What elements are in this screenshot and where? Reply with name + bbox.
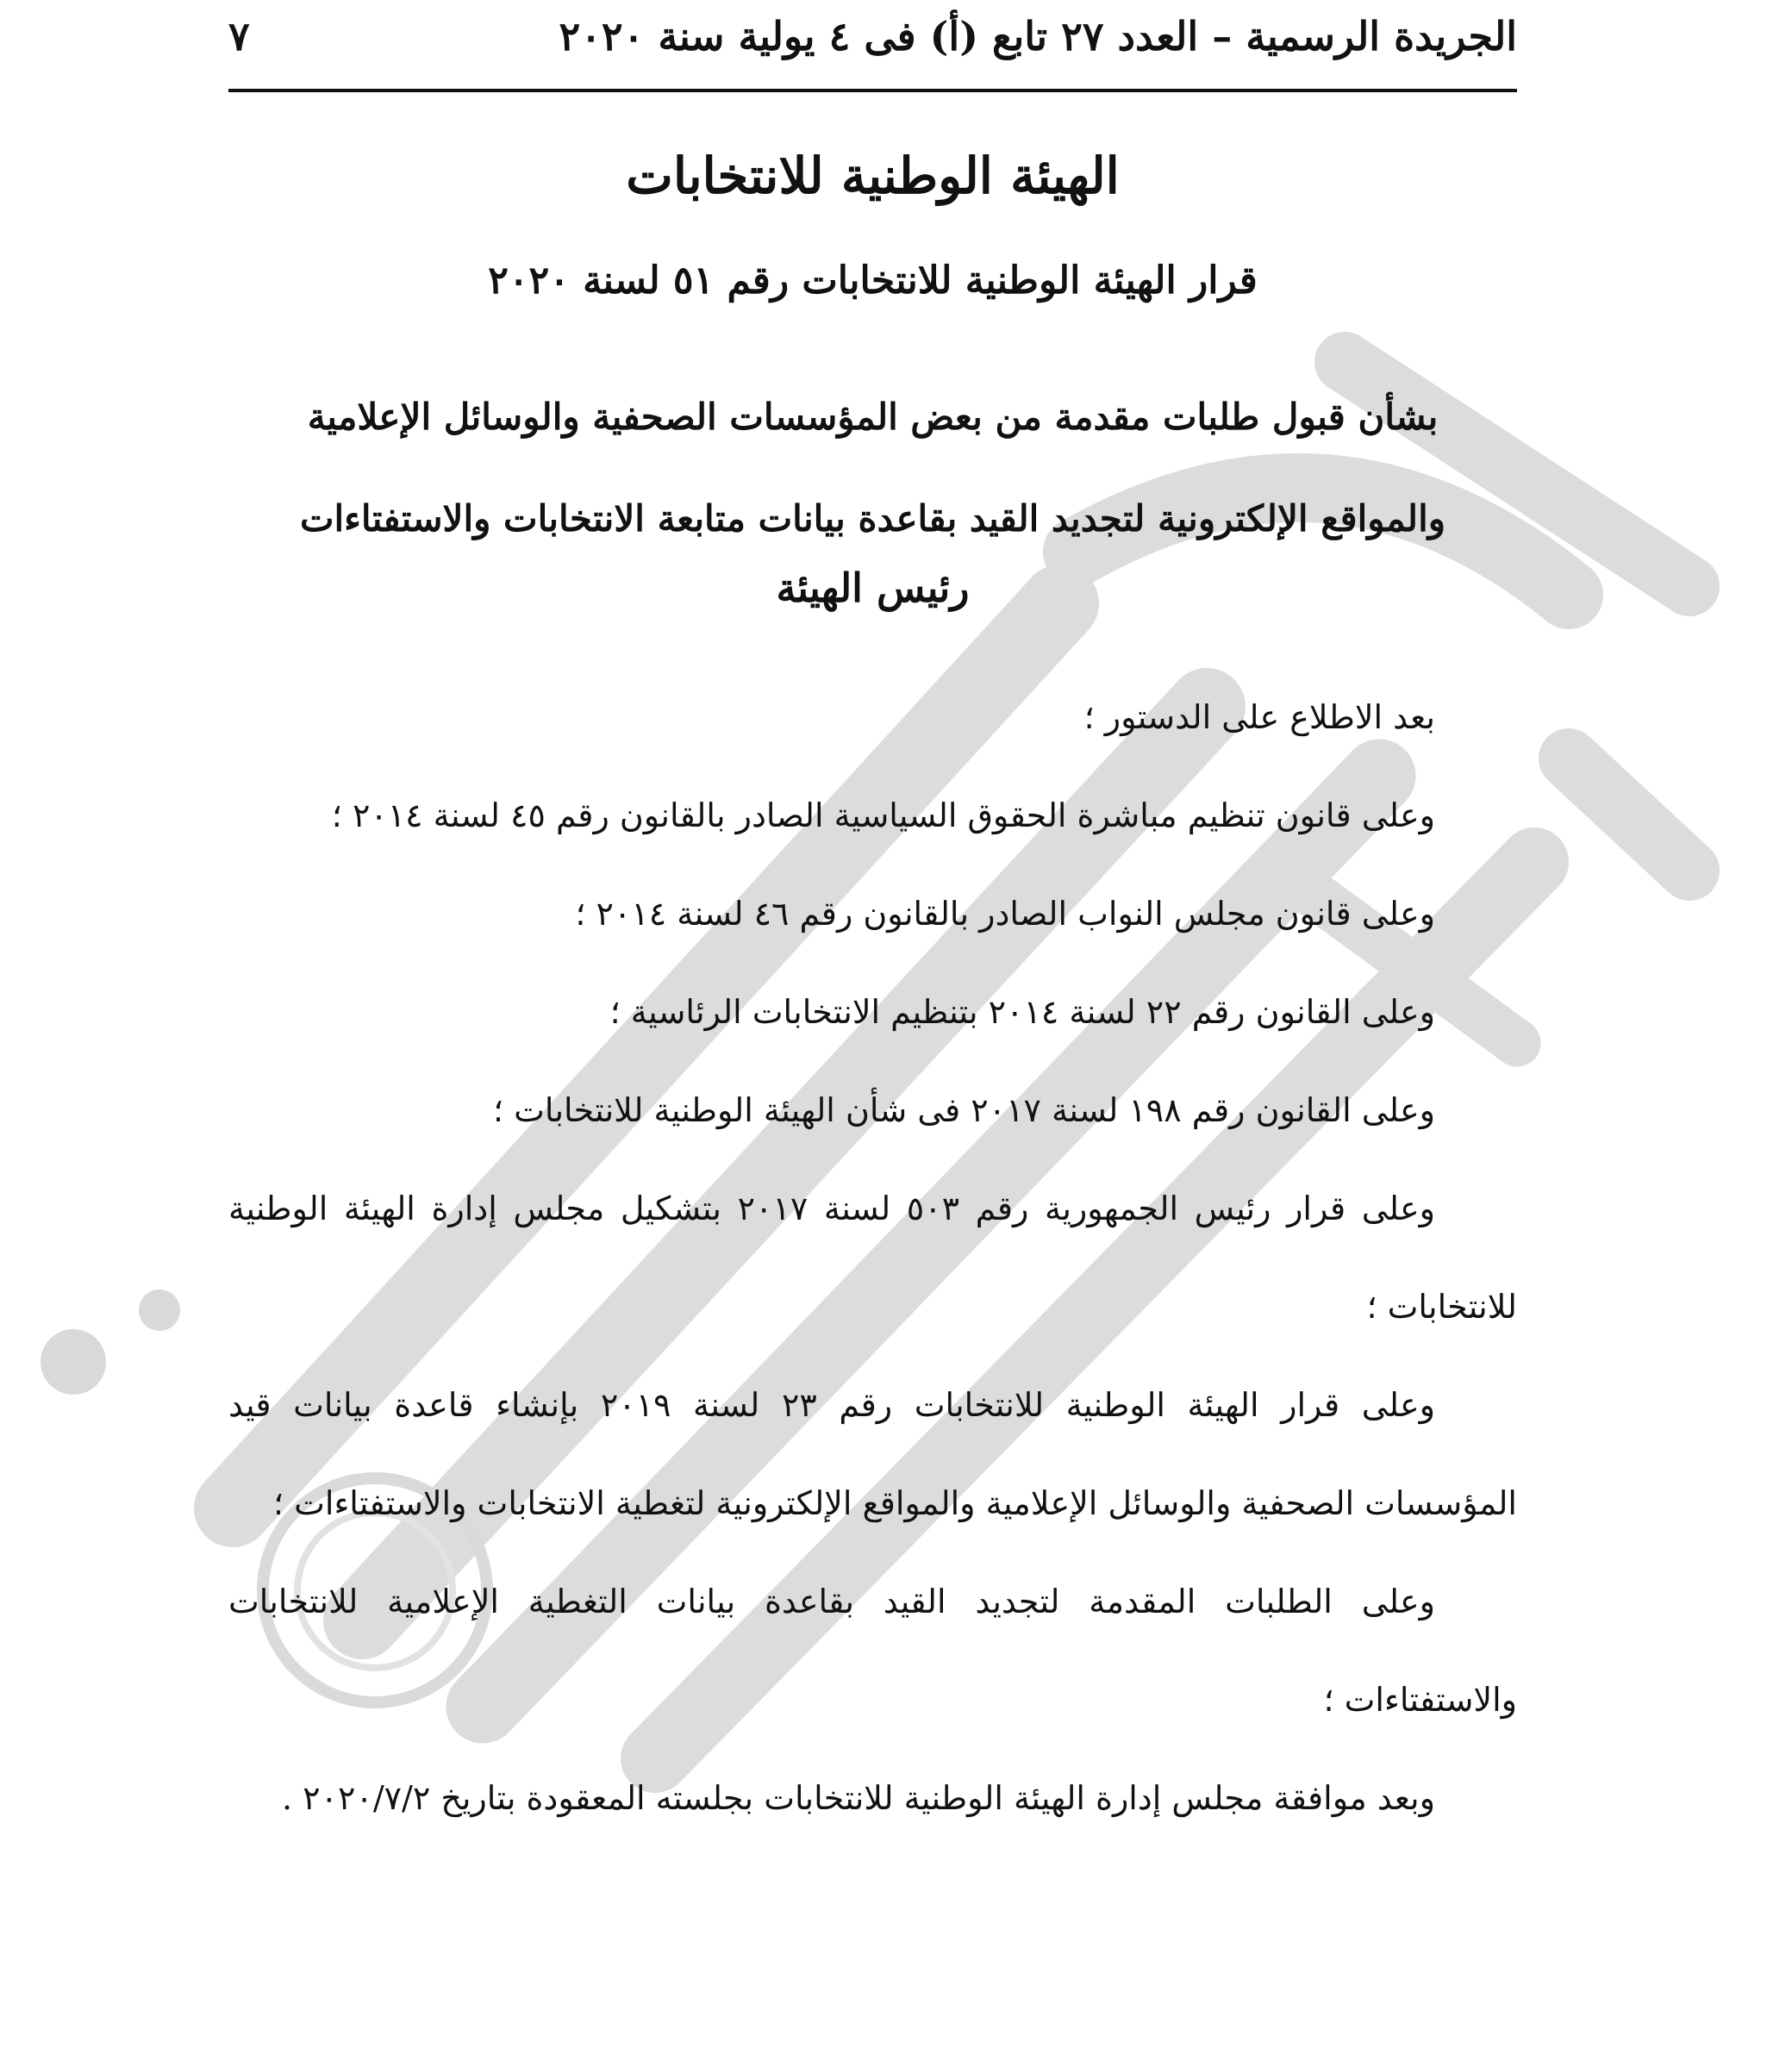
- preamble-paragraph: وعلى الطلبات المقدمة لتجديد القيد بقاعدة بيانات التغطية الإعلامية للانتخابات والاستفتاءات ؛: [228, 1583, 1517, 1719]
- preamble-paragraph: وعلى قانون تنظيم مباشرة الحقوق السياسية الصادر بالقانون رقم ٤٥ لسنة ٢٠١٤ ؛: [331, 796, 1435, 834]
- decision-subject: [228, 366, 1517, 570]
- decision-body: [228, 668, 1517, 1847]
- decision-title: قرار الهيئة الوطنية للانتخابات رقم ٥١ لسنة ٢٠٢٠: [488, 259, 1258, 303]
- header-title: الجريدة الرسمية – العدد ٢٧ تابع (أ) فى ٤ يولية سنة ٢٠٢٠: [559, 13, 1517, 59]
- header-divider: [228, 89, 1517, 92]
- subject-line: والمواقع الإلكترونية لتجديد القيد بقاعدة بيانات متابعة الانتخابات والاستفتاءات: [299, 497, 1446, 540]
- preamble-paragraph: وعلى قانون مجلس النواب الصادر بالقانون رقم ٤٦ لسنة ٢٠١٤ ؛: [575, 895, 1435, 933]
- preamble-paragraph: وعلى قرار الهيئة الوطنية للانتخابات رقم ٢٣ لسنة ٢٠١٩ بإنشاء قاعدة بيانات قيد المؤسسات الصحفية والوسائل الإعلامية والمواقع الإلكترونية لتغطية الانتخابات والاستفتاءات ؛: [228, 1386, 1517, 1522]
- signer-title: رئيس الهيئة: [776, 565, 970, 611]
- preamble-paragraph: وعلى قرار رئيس الجمهورية رقم ٥٠٣ لسنة ٢٠١٧ بتشكيل مجلس إدارة الهيئة الوطنية للانتخابات ؛: [228, 1189, 1517, 1326]
- subject-line: بشأن قبول طلبات مقدمة من بعض المؤسسات الصحفية والوسائل الإعلامية: [307, 396, 1439, 438]
- page-header: [228, 5, 1517, 67]
- preamble-paragraph: وبعد موافقة مجلس إدارة الهيئة الوطنية للانتخابات بجلسته المعقودة بتاريخ ٢٠٢٠/٧/٢ .: [282, 1779, 1435, 1817]
- page-number: ٧: [228, 13, 250, 59]
- preamble-paragraph: وعلى القانون رقم ١٩٨ لسنة ٢٠١٧ فى شأن الهيئة الوطنية للانتخابات ؛: [492, 1091, 1435, 1129]
- issuer-title: الهيئة الوطنية للانتخابات: [626, 147, 1120, 205]
- preamble-paragraph: بعد الاطلاع على الدستور ؛: [1083, 698, 1435, 736]
- preamble-paragraph: وعلى القانون رقم ٢٢ لسنة ٢٠١٤ بتنظيم الانتخابات الرئاسية ؛: [609, 993, 1435, 1031]
